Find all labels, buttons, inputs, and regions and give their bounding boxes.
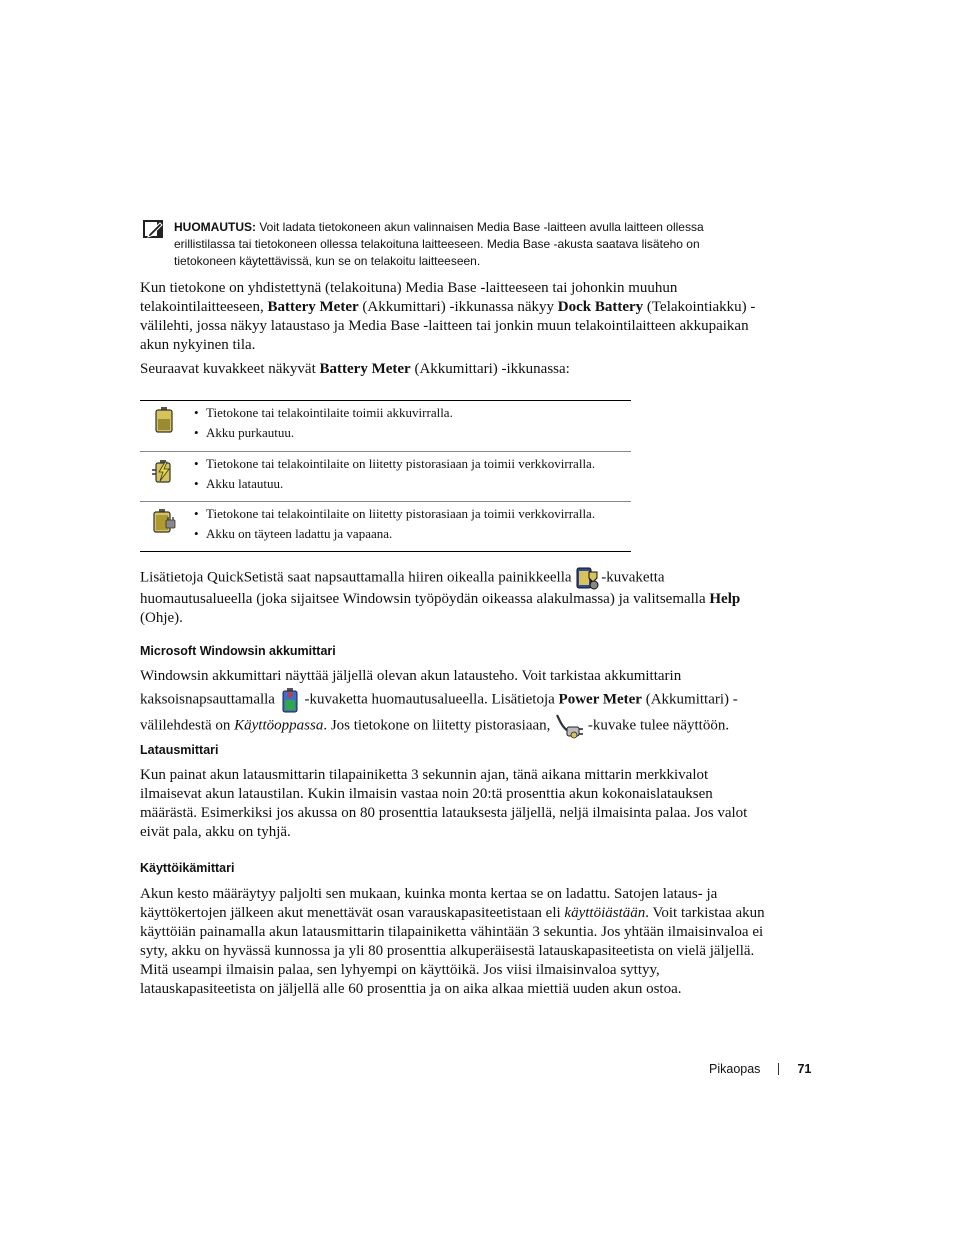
bold-battery-meter: Battery Meter	[319, 361, 411, 377]
bold-help: Help	[709, 591, 741, 607]
text: -kuvaketta huomautusalueella (joka sijaitsee Windowsin työpöydän oikeassa alakulmassa) ja valitsemalla	[140, 569, 710, 607]
list-item: • Akku purkautuu.	[188, 423, 631, 443]
paragraph-quickset	[140, 566, 765, 628]
icon-cell	[140, 452, 188, 501]
section-heading-health-gauge: Käyttöikämittari	[140, 861, 235, 875]
text: Windowsin akkumittari näyttää jäljellä olevan akun latausteho. Voit tarkistaa akkumittarin kaksoisnapsauttamalla	[140, 668, 682, 707]
list-item: • Tietokone tai telakointilaite on liitetty pistorasiaan ja toimii verkkovirralla.	[188, 504, 631, 524]
paragraph-charge-gauge: Kun painat akun latausmittarin tilapainiketta 3 sekunnin ajan, tänä aikana mittarin merkkivalot ilmaisevat akun lataustilan. Kukin ilmaisin vastaa noin 20:tä prosenttia akun kokonaislatauksen määrästä. Esimerkiksi jos akussa on 80 prosenttia latauksesta jäljellä, neljä ilmaisinta palaa. Jos valot eivät pala, akku on tyhjä.	[140, 767, 748, 840]
note-text: Voit ladata tietokoneen akun valinnaisen Media Base -laitteen avulla laitteen ollessa erillistilassa tai tietokoneen ollessa telakoituna laitteeseen. Media Base -akusta saatava lisäteho on tietokoneen käytettävissä, kun se on telakoitu laitteeseen.	[174, 220, 704, 268]
text: Lisätietoja QuickSetistä saat napsauttamalla hiiren oikealla painikkeella	[140, 569, 576, 586]
text: Seuraavat kuvakkeet näkyvät	[140, 361, 320, 377]
section-heading-windows-battery-meter: Microsoft Windowsin akkumittari	[140, 644, 336, 658]
italic-user-guide: Käyttöoppassa	[234, 716, 324, 733]
italic-battery-life: käyttöiästään	[564, 905, 646, 921]
table-row	[140, 401, 631, 451]
description-cell	[188, 502, 631, 551]
text: -kuvaketta huomautusalueella. Lisätietoja	[300, 690, 559, 707]
table-row	[140, 501, 631, 551]
list-item: • Tietokone tai telakointilaite toimii akkuvirralla.	[188, 403, 631, 423]
battery-charging-icon	[151, 458, 177, 484]
icon-cell	[140, 502, 188, 551]
text: Kun tietokone on yhdistettynä (telakoituna) Media Base -laitteeseen tai johonkin muuhun telakointilaitteeseen,	[140, 280, 678, 315]
section-heading-charge-gauge: Latausmittari	[140, 743, 219, 757]
list-item: • Tietokone tai telakointilaite on liitetty pistorasiaan ja toimii verkkovirralla.	[188, 454, 631, 474]
bold-power-meter: Power Meter	[558, 690, 642, 707]
text: . Jos tietokone on liitetty pistorasiaan,	[323, 716, 555, 733]
footer-section-title: Pikaopas	[709, 1062, 761, 1076]
table-row	[140, 451, 631, 501]
battery-meter-icon	[279, 687, 301, 713]
description-cell	[188, 452, 631, 501]
list-item: • Akku latautuu.	[188, 474, 631, 494]
description-cell	[188, 401, 631, 451]
bold-battery-meter: Battery Meter	[267, 299, 359, 315]
paragraph-icons-intro	[140, 360, 765, 379]
paragraph-health-gauge	[140, 885, 765, 999]
text: -kuvake tulee näyttöön.	[584, 716, 730, 733]
quickset-icon	[575, 566, 601, 590]
battery-icon-table	[140, 400, 631, 552]
icon-cell	[140, 401, 188, 451]
page-footer	[709, 1062, 811, 1076]
paragraph-windows-meter	[140, 667, 765, 739]
note-box	[140, 219, 760, 270]
paragraph-dock-battery	[140, 279, 765, 355]
text: (Akkumittari) -välilehdestä on	[140, 690, 738, 733]
bold-dock-battery: Dock Battery	[557, 299, 644, 315]
text: Akun kesto määräytyy paljolti sen mukaan, kuinka monta kertaa se on ladattu. Satojen lataus- ja käyttökertojen jälkeen akut menettävät osan varauskapasiteetistaan eli	[140, 886, 718, 921]
list-item: • Akku on täyteen ladattu ja vapaana.	[188, 524, 631, 544]
battery-icon	[155, 407, 173, 433]
battery-full-plug-icon	[151, 508, 177, 534]
footer-separator	[778, 1063, 779, 1075]
text: (Ohje).	[140, 610, 183, 626]
text: (Akkumittari) -ikkunassa:	[410, 361, 570, 377]
note-label: HUOMAUTUS:	[174, 220, 256, 234]
note-pencil-icon	[143, 220, 163, 238]
text: . Voit tarkistaa akun käyttöiän painamalla akun latausmittarin tilapainiketta vähintään 3 sekuntia. Jos yhtään ilmaisinvaloa ei syty, akku on hyvässä kunnossa ja yli 80 prosenttia alkuperäisestä latauskapasiteetista on vielä jäljellä. Mitä useampi ilmaisin palaa, sen lyhyempi on käyttöikä. Jos viisi ilmaisinvaloa syttyy, latauskapasiteetista on jäljellä alle 60 prosenttia ja on aika alkaa miettiä uuden akun ostoa.	[140, 905, 765, 997]
power-plug-icon	[554, 713, 584, 739]
text: (Akkumittari) -ikkunassa näkyy	[358, 299, 558, 315]
page-number: 71	[797, 1062, 812, 1076]
text: (Telakointiakku) -välilehti, jossa näkyy lataustaso ja Media Base -laitteen tai jonkin muun telakointilaitteen akkupaikan akun nykyinen tila.	[140, 299, 756, 353]
